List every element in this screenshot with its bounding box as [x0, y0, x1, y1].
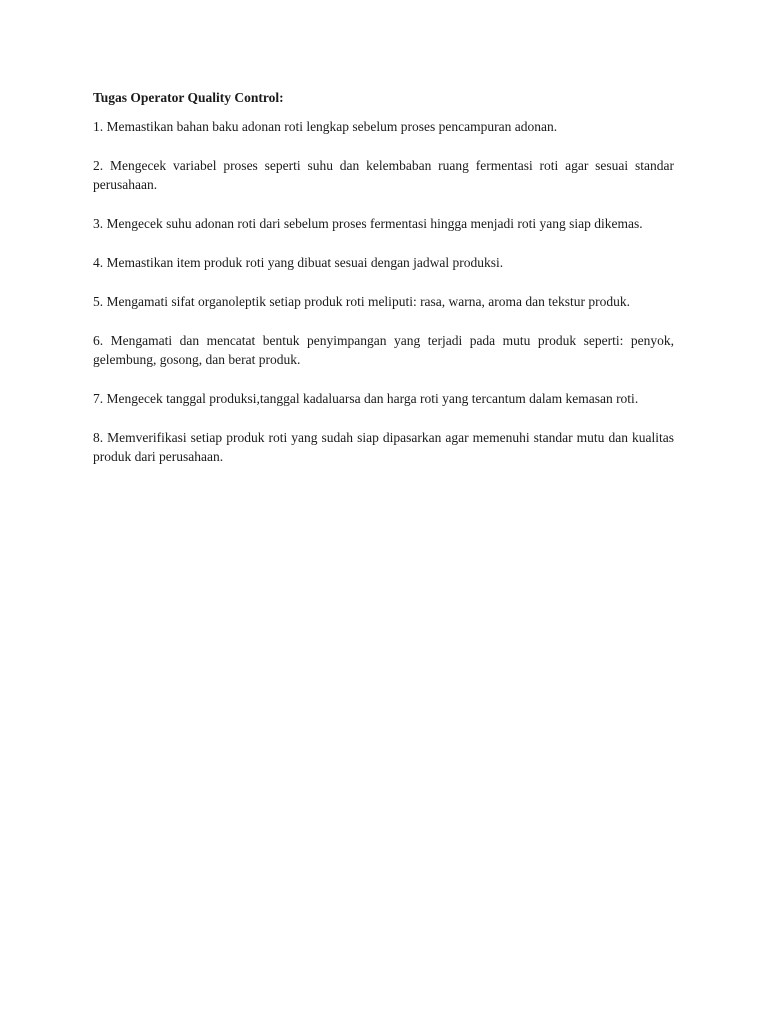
document-title: Tugas Operator Quality Control: — [93, 90, 284, 105]
task-item-4: 4. Memastikan item produk roti yang dibuat sesuai dengan jadwal produksi. — [93, 255, 504, 270]
document-body — [93, 88, 674, 466]
task-item-7: 7. Mengecek tanggal produksi,tanggal kadaluarsa dan harga roti yang tercantum dalam kemasan roti. — [93, 391, 639, 406]
task-item-1: 1. Memastikan bahan baku adonan roti lengkap sebelum proses pencampuran adonan. — [93, 119, 558, 134]
task-item-5: 5. Mengamati sifat organoleptik setiap produk roti meliputi: rasa, warna, aroma dan tekstur produk. — [93, 294, 630, 309]
task-item-3: 3. Mengecek suhu adonan roti dari sebelum proses fermentasi hingga menjadi roti yang siap dikemas. — [93, 216, 643, 231]
task-item-8: 8. Memverifikasi setiap produk roti yang sudah siap dipasarkan agar memenuhi standar mutu dan kualitas produk dari perusahaan. — [93, 430, 674, 464]
task-item-2: 2. Mengecek variabel proses seperti suhu dan kelembaban ruang fermentasi roti agar sesuai standar perusahaan. — [93, 158, 674, 192]
task-item-6: 6. Mengamati dan mencatat bentuk penyimpangan yang terjadi pada mutu produk seperti: penyok, gelembung, gosong, dan berat produk. — [93, 333, 674, 367]
